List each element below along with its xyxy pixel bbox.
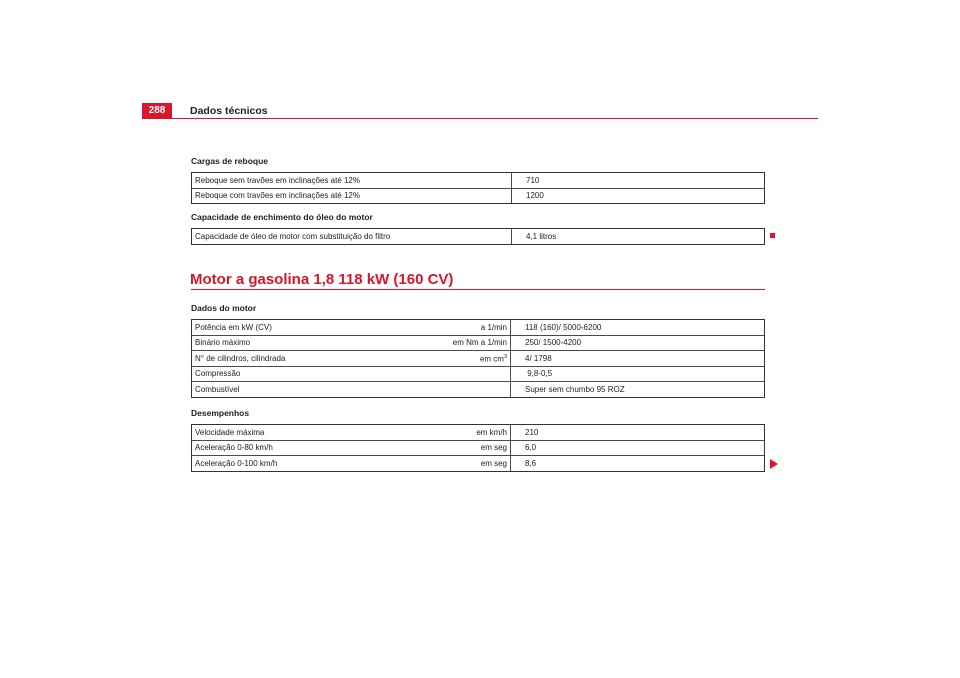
- row-value: 210: [511, 425, 765, 441]
- row-unit: [420, 366, 511, 382]
- row-value: 710: [512, 173, 765, 189]
- table-row: [192, 351, 765, 367]
- row-value: 4/ 1798: [511, 351, 765, 367]
- table-row: [192, 188, 765, 204]
- row-value: 1200: [512, 188, 765, 204]
- row-value: Super sem chumbo 95 ROZ: [511, 382, 765, 398]
- unit-superscript: 3: [503, 353, 507, 360]
- row-value: 6,0: [511, 440, 765, 456]
- row-label: Aceleração 0-80 km/h: [192, 440, 421, 456]
- row-unit: em seg: [420, 440, 511, 456]
- towing-heading: Cargas de reboque: [191, 156, 268, 166]
- row-unit: [420, 351, 511, 367]
- unit-text: em cm: [479, 354, 504, 364]
- row-unit: em km/h: [420, 425, 511, 441]
- row-unit: a 1/min: [420, 320, 511, 336]
- row-label: Potência em kW (CV): [192, 320, 421, 336]
- engine-heading: Dados do motor: [191, 303, 257, 313]
- row-label: Capacidade de óleo de motor com substituição do filtro: [192, 229, 512, 245]
- table-row: [192, 173, 765, 189]
- row-value: 4,1 litros: [512, 229, 765, 245]
- oil-table: [191, 228, 765, 245]
- header-divider: [142, 118, 818, 119]
- table-row: [192, 425, 765, 441]
- table-row: [192, 229, 765, 245]
- row-label: Combustível: [192, 382, 421, 398]
- row-label: Reboque sem travões em inclinações até 12%: [192, 173, 512, 189]
- section-end-marker: [770, 233, 775, 238]
- row-value: 250/ 1500-4200: [511, 335, 765, 351]
- row-label: Velocidade máxima: [192, 425, 421, 441]
- row-value: 118 (160)/ 5000-6200: [511, 320, 765, 336]
- engine-title: Motor a gasolina 1,8 118 kW (160 CV): [190, 271, 454, 288]
- row-label: Aceleração 0-100 km/h: [192, 456, 421, 472]
- page-number: 288: [142, 103, 172, 118]
- row-label: Reboque com travões em inclinações até 12%: [192, 188, 512, 204]
- table-row: [192, 320, 765, 336]
- row-label: N° de cilindros, cilindrada: [192, 351, 421, 367]
- row-value: 9,8-0,5: [511, 366, 765, 382]
- continue-arrow-icon: [770, 459, 778, 469]
- row-unit: em seg: [420, 456, 511, 472]
- table-row: [192, 335, 765, 351]
- performance-heading: Desempenhos: [191, 408, 250, 418]
- performance-table: [191, 424, 765, 472]
- table-row: [192, 440, 765, 456]
- towing-table: [191, 172, 765, 204]
- engine-table: [191, 319, 765, 398]
- title-divider: [191, 289, 765, 290]
- row-label: Compressão: [192, 366, 421, 382]
- page-header-title: Dados técnicos: [190, 105, 268, 117]
- row-unit: [420, 382, 511, 398]
- row-unit: em Nm a 1/min: [420, 335, 511, 351]
- table-row: [192, 366, 765, 382]
- row-value: 8,6: [511, 456, 765, 472]
- oil-heading: Capacidade de enchimento do óleo do motor: [191, 212, 373, 222]
- table-row: [192, 456, 765, 472]
- table-row: [192, 382, 765, 398]
- row-label: Binário máximo: [192, 335, 421, 351]
